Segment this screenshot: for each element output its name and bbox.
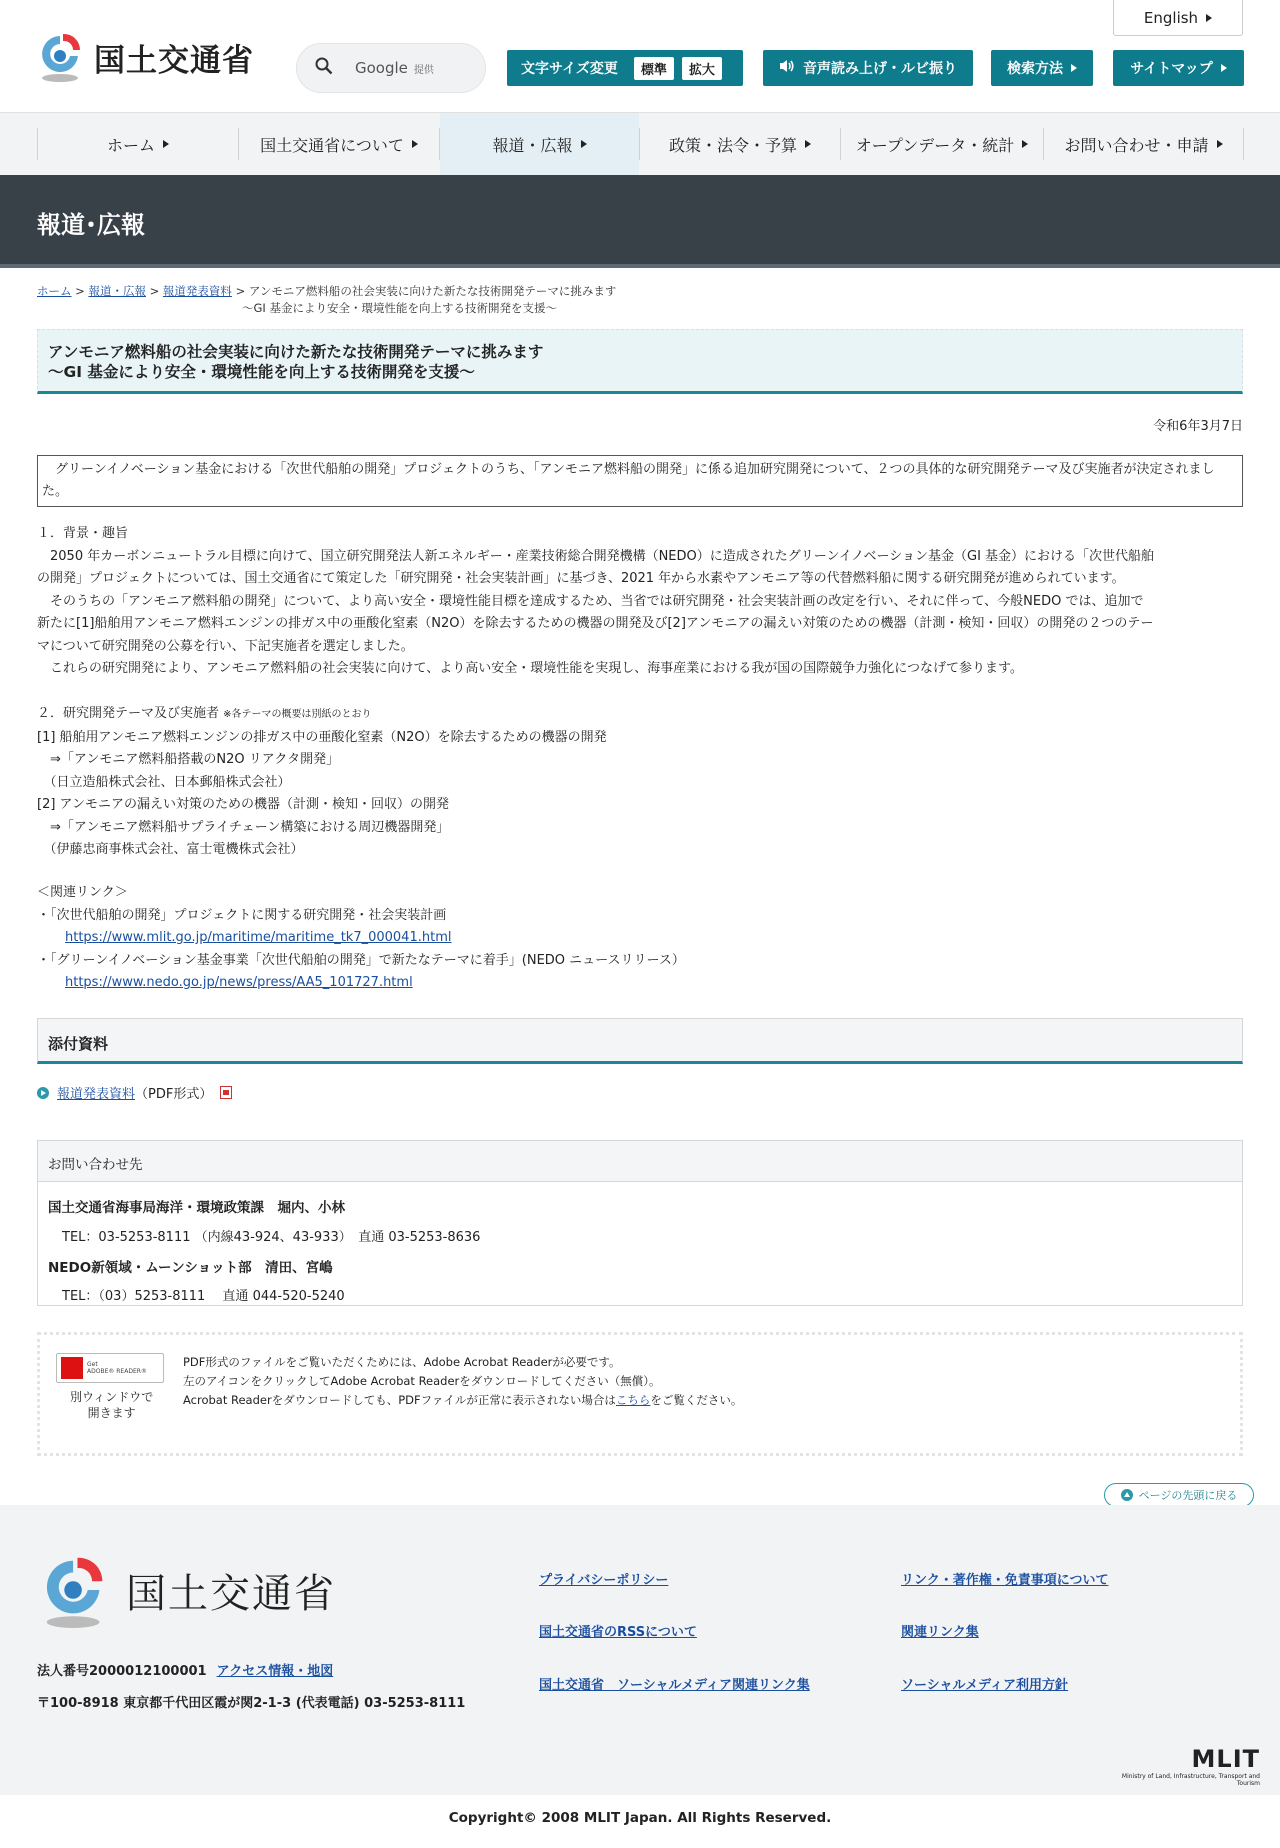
related-link-nedo[interactable]: https://www.nedo.go.jp/news/press/AA5_101727.html <box>65 975 413 990</box>
search-method-button[interactable]: 検索方法 <box>991 50 1093 86</box>
section-heading: ２．研究開発テーマ及び実施者 <box>37 706 220 721</box>
adobe-pdf-icon <box>61 1357 83 1379</box>
chevron-right-icon <box>581 140 587 148</box>
get-adobe-reader-button[interactable] <box>56 1353 164 1383</box>
copyright: Copyright© 2008 MLIT Japan. All Rights Reserved. <box>448 1810 832 1826</box>
paragraph-line: 新たに[1]船舶用アンモニア燃料エンジンの排ガス中の亜酸化窒素（N2O）を除去するための機器の開発及び[2]アンモニアの漏えい対策のための機器（計測・検知・回収）の開発の２つのテー <box>37 616 1154 631</box>
pdf-icon <box>220 1086 232 1099</box>
breadcrumb: ホーム > 報道・広報 > 報道発表資料 > アンモニア燃料船の社会実装に向けた新たな技術開発テーマに挑みます ～GI 基金により安全・環境性能を向上する技術開発を支援～ <box>37 284 617 315</box>
breadcrumb-current: アンモニア燃料船の社会実装に向けた新たな技術開発テーマに挑みます <box>248 284 617 298</box>
chevron-right-icon <box>1221 64 1227 72</box>
theme-line: （日立造船株式会社、日本郵船株式会社） <box>37 774 291 790</box>
related-title: ・「次世代船舶の開発」プロジェクトに関する研究開発・社会実装計画 <box>37 907 447 923</box>
paragraph-line: これらの研究開発により、アンモニア燃料船の社会実装に向けて、より高い安全・環境性能を実現し、海事産業における我が国の国際競争力強化につなげて参ります。 <box>37 661 1023 676</box>
theme-line: [2] アンモニアの漏えい対策のための機器（計測・検知・回収）の開発 <box>37 797 450 812</box>
paragraph-line: マについて研究開発の公募を行い、下記実施者を選定しました。 <box>37 638 414 654</box>
attachment-item <box>37 1083 232 1102</box>
article-summary: グリーンイノベーション基金における「次世代船舶の開発」プロジェクトのうち、「アンモニア燃料船の開発」に係る追加研究開発について、２つの具体的な研究開発テーマ及び実施者が決定されました。 <box>37 455 1243 507</box>
nav-item-opendata[interactable]: オープンデータ・統計 <box>841 113 1043 175</box>
related-heading: ＜関連リンク＞ <box>37 885 128 900</box>
nav-item-about[interactable]: 国土交通省について <box>239 113 439 175</box>
article-title: アンモニア燃料船の社会実装に向けた新たな技術開発テーマに挑みます <box>48 343 544 361</box>
chevron-right-icon <box>1217 140 1223 148</box>
nav-item-home[interactable]: ホーム <box>38 113 238 175</box>
font-size-large-button[interactable]: 拡大 <box>682 57 722 80</box>
mlit-logo-mark-icon <box>36 30 88 84</box>
breadcrumb-current-subtitle: ～GI 基金により安全・環境性能を向上する技術開発を支援～ <box>242 301 557 315</box>
attachment-link[interactable]: 報道発表資料 <box>57 1087 136 1102</box>
footer-link-social-links[interactable]: 国土交通省 ソーシャルメディア関連リンク集 <box>539 1678 810 1693</box>
contact-org: NEDO新領域・ムーンショット部 清田、宮嶋 <box>48 1260 333 1276</box>
new-window-note: 別ウィンドウで 開きます <box>70 1390 154 1420</box>
attachment-format: （PDF形式） <box>135 1087 213 1102</box>
section-title: 報道･広報 <box>37 211 145 239</box>
access-map-link[interactable]: アクセス情報・地図 <box>216 1664 334 1679</box>
footer-link-copyright[interactable]: リンク・著作権・免責事項について <box>901 1573 1109 1588</box>
section-background <box>37 523 1243 681</box>
site-search[interactable] <box>296 43 486 93</box>
theme-line: （伊藤忠商事株式会社、富士電機株式会社） <box>37 842 304 857</box>
nav-item-contact[interactable]: お問い合わせ・申請 <box>1044 113 1243 175</box>
related-links <box>37 882 1243 995</box>
breadcrumb-press[interactable]: 報道・広報 <box>88 284 146 298</box>
contact-heading: お問い合わせ先 <box>38 1141 1242 1182</box>
breadcrumb-releases[interactable]: 報道発表資料 <box>162 284 232 298</box>
arrow-circle-icon <box>37 1087 49 1099</box>
badge-get: Get <box>87 1361 98 1368</box>
adobe-help-link[interactable]: こちら <box>615 1393 651 1407</box>
voice-ruby-button[interactable]: 音声読み上げ・ルビ振り <box>763 50 973 86</box>
chevron-right-icon <box>412 140 418 148</box>
paragraph-line: の開発」プロジェクトについては、国土交通省にて策定した「研究開発・社会実装計画」に基づき、2021 年から水素やアンモニア等の代替燃料船に関する研究開発が進められています。 <box>37 571 1125 586</box>
footer-address: 〒100-8918 東京都千代田区霞が関2-1-3 (代表電話) 03-5253-8111 <box>37 1696 466 1711</box>
section-themes <box>37 703 1243 862</box>
global-nav <box>0 112 1280 175</box>
search-icon[interactable] <box>315 57 333 79</box>
chevron-right-icon <box>805 140 811 148</box>
publish-date: 令和6年3月7日 <box>1153 419 1243 434</box>
nav-item-press[interactable]: 報道・広報 <box>440 113 639 175</box>
chevron-right-icon <box>1071 64 1077 72</box>
related-link-mlit[interactable]: https://www.mlit.go.jp/maritime/maritime_tk7_000041.html <box>65 930 452 945</box>
english-link[interactable]: English <box>1113 0 1243 36</box>
chevron-right-icon <box>163 140 169 148</box>
site-footer <box>0 1505 1280 1795</box>
nav-item-policy[interactable]: 政策・法令・予算 <box>640 113 840 175</box>
related-title: ・「グリーンイノベーション基金事業「次世代船舶の開発」で新たなテーマに着手」(NEDO ニュースリリース） <box>37 952 685 968</box>
nav-divider <box>1243 128 1244 160</box>
chevron-right-icon <box>1206 14 1212 22</box>
footer-link-related[interactable]: 関連リンク集 <box>901 1625 979 1640</box>
footer-org-name: 国土交通省 <box>126 1570 336 1617</box>
contact-tel: TEL：03-5253-8111 （内線43-924、43-933） 直通 03-5253-8636 <box>62 1230 481 1245</box>
theme-line: [1] 船舶用アンモニア燃料エンジンの排ガス中の亜酸化窒素（N2O）を除去するための機器の開発 <box>37 729 607 745</box>
site-logo[interactable] <box>36 30 254 84</box>
theme-line: ⇒「アンモニア燃料船搭載のN2O リアクタ開発」 <box>37 752 340 767</box>
speaker-icon <box>779 59 795 77</box>
article-subtitle: ～GI 基金により安全・環境性能を向上する技術開発を支援～ <box>48 363 475 381</box>
footer-link-rss[interactable]: 国土交通省のRSSについて <box>539 1625 697 1640</box>
adobe-reader-notice <box>37 1332 1243 1456</box>
footer-link-social-policy[interactable]: ソーシャルメディア利用方針 <box>901 1678 1069 1693</box>
section-note: ※各テーマの概要は別紙のとおり <box>223 709 372 720</box>
section-heading: １．背景・趣旨 <box>37 526 129 541</box>
mlit-logo-mark-icon <box>38 1549 114 1631</box>
google-provided-label: 提供 <box>413 64 434 76</box>
contact-tel: TEL：（03）5253-8111 直通 044-520-5240 <box>62 1289 345 1304</box>
contact-org: 国土交通省海事局海洋・環境政策課 堀内、小林 <box>48 1200 345 1216</box>
chevron-right-icon <box>1022 140 1028 148</box>
badge-brand: ADOBE® READER® <box>87 1368 147 1375</box>
corporate-number: 法人番号2000012100001 アクセス情報・地図 <box>37 1664 334 1679</box>
font-size-standard-button[interactable]: 標準 <box>634 57 674 80</box>
article-title-box <box>37 329 1243 394</box>
google-brand: Google <box>355 59 408 77</box>
mlit-wordmark: MLIT Ministry of Land, Infrastructure, Transport and Tourism <box>1121 1745 1260 1787</box>
page-banner <box>0 175 1280 268</box>
paragraph-line: そのうちの「アンモニア燃料船の開発」について、より高い安全・環境性能目標を達成するため、当省では研究開発・社会実装計画の改定を行い、それに伴って、今般NEDO では、追加で <box>37 593 1144 609</box>
contact-box <box>37 1140 1243 1306</box>
sitemap-button[interactable]: サイトマップ <box>1113 50 1244 86</box>
font-size-control: 文字サイズ変更 標準 拡大 <box>507 50 743 86</box>
breadcrumb-home[interactable]: ホーム <box>37 284 72 298</box>
theme-line: ⇒「アンモニア燃料船サプライチェーン構築における周辺機器開発」 <box>37 819 450 835</box>
attachments-heading: 添付資料 <box>37 1018 1243 1064</box>
site-header <box>0 0 1280 112</box>
footer-logo[interactable] <box>38 1549 336 1631</box>
paragraph-line: 2050 年カーボンニュートラル目標に向けて、国立研究開発法人新エネルギー・産業技術総合開発機構（NEDO）に造成されたグリーンイノベーション基金（GI 基金）における「次世代船舶 <box>37 548 1155 564</box>
org-name: 国土交通省 <box>94 42 254 79</box>
back-to-top-button[interactable]: ページの先頭に戻る <box>1104 1483 1254 1507</box>
footer-link-privacy[interactable]: プライバシーポリシー <box>539 1573 669 1588</box>
adobe-text: PDF形式のファイルをご覧いただくためには、Adobe Acrobat Readerが必要です。 左のアイコンをクリックしてAdobe Acrobat Readerをダウンロードしてください（無償）。 Acrobat Readerをダウンロードしても、PDFファイルが正常に表示されない場合はこちらをご覧ください。 <box>183 1355 743 1407</box>
arrow-up-icon <box>1121 1489 1133 1501</box>
